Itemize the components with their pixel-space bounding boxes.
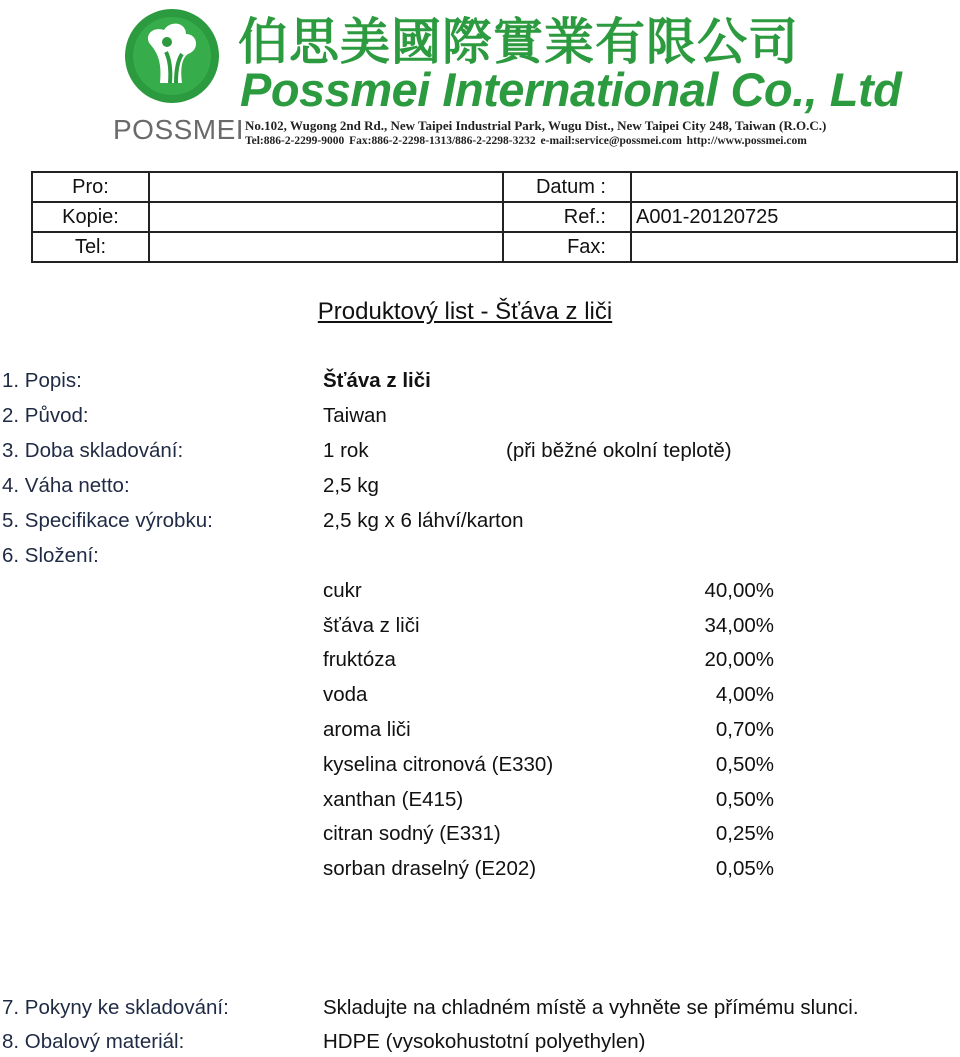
fax-value [631,232,957,262]
net-weight-value: 2,5 kg [323,474,379,497]
ingredient-percent: 0,50% [715,788,774,811]
company-contacts: Tel:886-2-2299-9000 Fax:886-2-2298-1313/886-2-2298-3232 e-mail:service@possmei.com http://www.possmei.com [245,135,807,147]
description-label: 1. Popis: [2,369,82,392]
ingredient-name: cukr [323,579,362,602]
company-logo [120,8,225,108]
ingredient-name: citran sodný (E331) [323,822,501,845]
ingredient-name: voda [323,683,368,706]
composition-label: 6. Složení: [2,544,99,567]
shelf-life-note: (při běžné okolní teplotě) [506,439,732,462]
specification-label: 5. Specifikace výrobku: [2,509,213,532]
ingredient-name: sorban draselný (E202) [323,857,537,880]
packaging-label: 8. Obalový materiál: [2,1030,185,1053]
ref-value: A001-20120725 [631,202,957,232]
table-row [32,232,957,262]
ingredient-percent: 0,05% [715,857,774,880]
date-value [631,172,957,202]
ingredient-percent: 4,00% [715,683,774,706]
ingredient-percent: 0,70% [715,718,774,741]
packaging-value: HDPE (vysokohustotní polyethylen) [323,1030,646,1053]
ingredient-name: aroma liči [323,718,411,741]
ingredient-percent: 0,25% [715,822,774,845]
table-row [32,202,957,232]
ingredient-percent: 20,00% [704,648,774,671]
storage-label: 7. Pokyny ke skladování: [2,996,229,1019]
ingredient-name: šťáva z liči [323,614,420,637]
origin-label: 2. Původ: [2,404,89,427]
copy-value [149,202,503,232]
shelf-life-label: 3. Doba skladování: [2,439,184,462]
tel-value [149,232,503,262]
ingredient-percent: 0,50% [715,753,774,776]
copy-label: Kopie: [32,202,149,232]
fax-label: Fax: [503,232,631,262]
ingredient-percent: 34,00% [704,614,774,637]
document-title: Produktový list - Šťáva z liči [317,298,613,325]
ingredient-name: xanthan (E415) [323,788,464,811]
specification-value: 2,5 kg x 6 láhví/karton [323,509,524,532]
description-value: Šťáva z liči [323,369,431,392]
brand-wordmark: POSSMEI [113,114,245,145]
origin-value: Taiwan [323,404,387,427]
to-label: Pro: [32,172,149,202]
company-name-english: Possmei International Co., Ltd [240,63,902,116]
ingredient-name: kyselina citronová (E330) [323,753,554,776]
header-table [31,171,958,263]
company-name-chinese: 伯思美國際實業有限公司 [238,13,799,71]
company-address: No.102, Wugong 2nd Rd., New Taipei Industrial Park, Wugu Dist., New Taipei City 248, Taiwan (R.O.C.) [245,118,827,133]
ingredient-name: fruktóza [323,648,396,671]
shelf-life-value: 1 rok [323,439,369,462]
net-weight-label: 4. Váha netto: [2,474,130,497]
storage-value: Skladujte na chladném místě a vyhněte se přímému slunci. [323,996,859,1019]
to-value [149,172,503,202]
date-label: Datum : [503,172,631,202]
table-row [32,172,957,202]
ingredient-percent: 40,00% [704,579,774,602]
tel-label: Tel: [32,232,149,262]
ref-label: Ref.: [503,202,631,232]
